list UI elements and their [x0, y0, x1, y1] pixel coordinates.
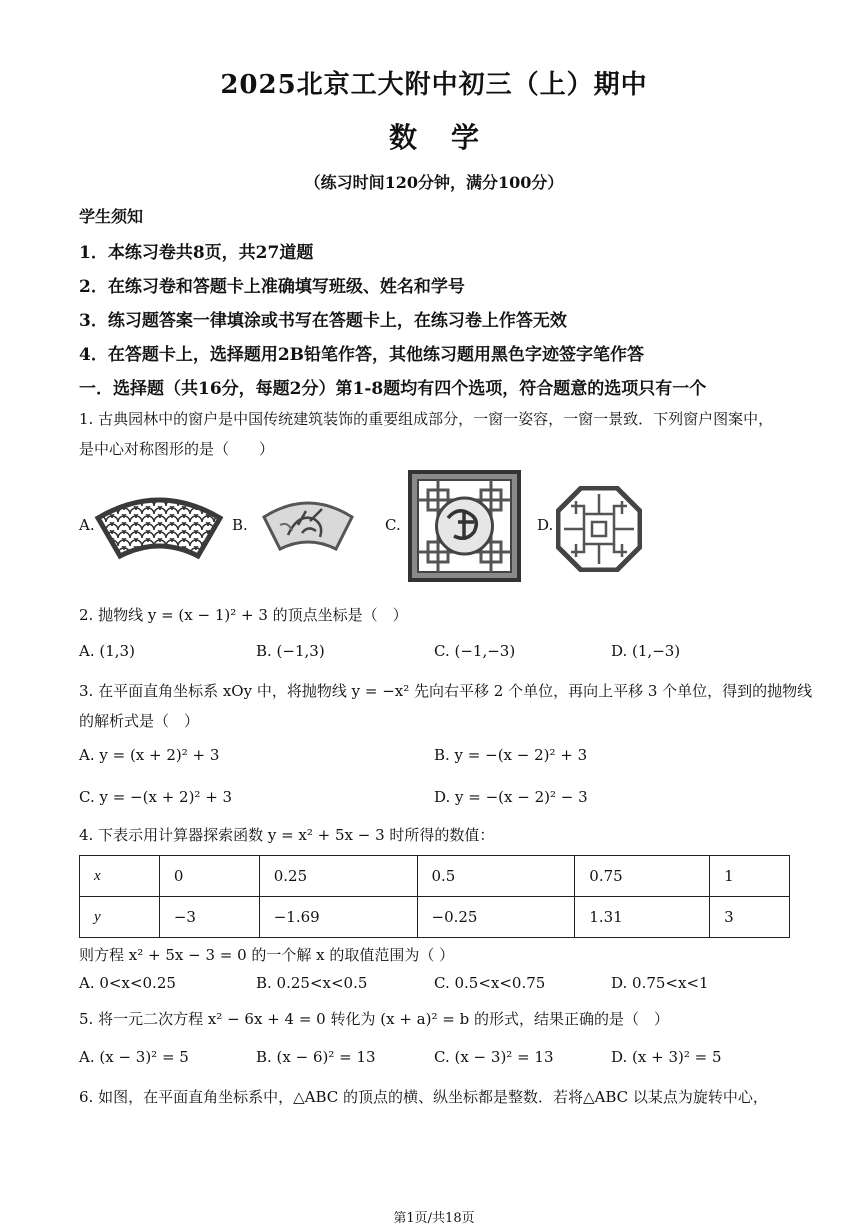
table-cell: 3 — [710, 897, 790, 938]
notice-item-1: 1．本练习卷共8页，共27道题 — [79, 243, 314, 263]
table-cell: −1.69 — [259, 897, 417, 938]
notice-heading: 学生须知 — [79, 207, 144, 226]
table-cell: 1 — [710, 856, 790, 897]
notice-item-2: 2．在练习卷和答题卡上准确填写班级、姓名和学号 — [79, 277, 465, 297]
q1-option-a-label: A. — [79, 516, 95, 534]
q4-followup: 则方程 x² + 5x − 3 = 0 的一个解 x 的取值范围为（ ） — [79, 946, 455, 964]
q6-stem: 6. 如图，在平面直角坐标系中，△ABC 的顶点的横、纵坐标都是整数．若将△ABC 以某点为旋转中心， — [79, 1088, 768, 1106]
q1-stem-line2: 是中心对称图形的是（ ） — [79, 440, 275, 458]
table-cell: 0.25 — [259, 856, 417, 897]
section-choice-heading: 一．选择题（共16分，每题2分）第1-8题均有四个选项，符合题意的选项只有一个 — [79, 379, 707, 399]
table-header-x: x — [80, 856, 160, 897]
table-cell: −3 — [159, 897, 259, 938]
q1-option-d-label: D. — [537, 516, 554, 534]
table-cell: 1.31 — [575, 897, 710, 938]
q5-option-d[interactable]: D. (x + 3)² = 5 — [611, 1048, 722, 1066]
q4-option-d[interactable]: D. 0.75<x<1 — [611, 974, 709, 992]
table-cell: −0.25 — [417, 897, 575, 938]
q3-stem-line2: 的解析式是（ ） — [79, 712, 200, 730]
exam-duration: （练习时间120分钟，满分100分） — [304, 173, 564, 192]
q2-stem: 2. 抛物线 y = (x − 1)² + 3 的顶点坐标是（ ） — [79, 606, 408, 624]
page-footer: 第1页/共18页 — [393, 1211, 475, 1226]
fan-window-a-image — [94, 490, 224, 560]
q5-option-b[interactable]: B. (x − 6)² = 13 — [256, 1048, 376, 1066]
q3-option-c[interactable]: C. y = −(x + 2)² + 3 — [79, 788, 233, 806]
table-row — [80, 897, 790, 938]
q5-stem: 5. 将一元二次方程 x² − 6x + 4 = 0 转化为 (x + a)² = b 的形式，结果正确的是（ ） — [79, 1010, 669, 1028]
q4-option-c[interactable]: C. 0.5<x<0.75 — [434, 974, 546, 992]
q5-option-c[interactable]: C. (x − 3)² = 13 — [434, 1048, 554, 1066]
notice-item-4: 4．在答题卡上，选择题用2B铅笔作答，其他练习题用黑色字迹签字笔作答 — [79, 345, 645, 365]
q2-option-d[interactable]: D. (1,−3) — [611, 642, 681, 660]
table-cell: 0 — [159, 856, 259, 897]
q3-stem-line1: 3. 在平面直角坐标系 xOy 中，将抛物线 y = −x² 先向右平移 2 个单位，再向上平移 3 个单位，得到的抛物线 — [79, 682, 813, 700]
q5-option-a[interactable]: A. (x − 3)² = 5 — [79, 1048, 189, 1066]
q2-option-a[interactable]: A. (1,3) — [79, 642, 135, 660]
q3-option-d[interactable]: D. y = −(x − 2)² − 3 — [434, 788, 588, 806]
q1-option-b-label: B. — [232, 516, 248, 534]
octagon-window-d-image — [556, 486, 642, 572]
q3-option-b[interactable]: B. y = −(x − 2)² + 3 — [434, 746, 588, 764]
table-cell: 0.75 — [575, 856, 710, 897]
q1-stem-line1: 1. 古典园林中的窗户是中国传统建筑装饰的重要组成部分，一窗一姿容，一窗一景致．下列窗户图案中， — [79, 410, 774, 428]
q4-value-table — [79, 855, 790, 938]
q3-option-a[interactable]: A. y = (x + 2)² + 3 — [79, 746, 220, 764]
q1-option-c-label: C. — [385, 516, 401, 534]
q4-option-a[interactable]: A. 0<x<0.25 — [79, 974, 176, 992]
q4-stem: 4. 下表示用计算器探索函数 y = x² + 5x − 3 时所得的数值： — [79, 826, 495, 844]
q2-option-c[interactable]: C. (−1,−3) — [434, 642, 516, 660]
exam-subject: 数学 — [388, 121, 513, 154]
q2-option-b[interactable]: B. (−1,3) — [256, 642, 325, 660]
notice-item-3: 3．练习题答案一律填涂或书写在答题卡上，在练习卷上作答无效 — [79, 311, 567, 331]
table-header-y: y — [80, 897, 160, 938]
table-cell: 0.5 — [417, 856, 575, 897]
q4-option-b[interactable]: B. 0.25<x<0.5 — [256, 974, 368, 992]
exam-title: 2025北京工大附中初三（上）期中 — [220, 70, 648, 100]
square-window-c-image — [408, 470, 521, 582]
fan-window-b-image — [258, 495, 358, 555]
table-row — [80, 856, 790, 897]
